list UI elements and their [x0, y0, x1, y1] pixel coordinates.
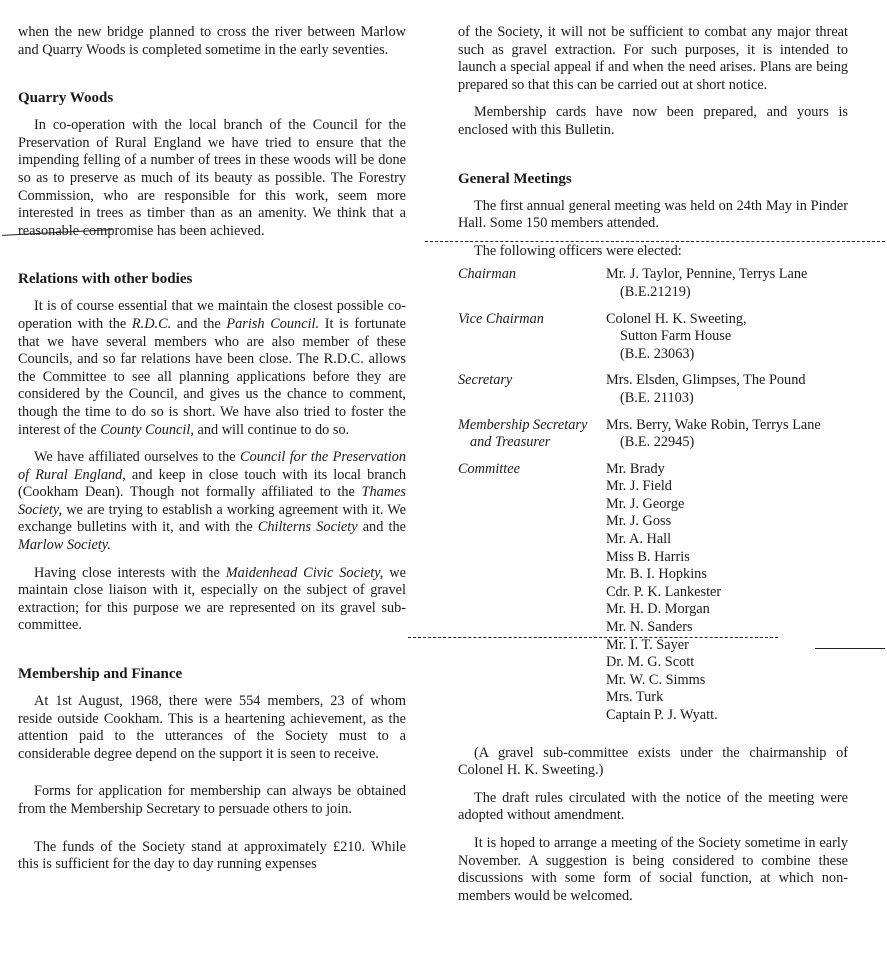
committee-member: Mr. J. Field: [606, 478, 672, 495]
quarry-woods-heading: Quarry Woods: [18, 90, 114, 107]
quarry-woods-paragraph: In co-operation with the local branch of the Council for the Preservation of Rural England we have tried to ensure that the impending felling of a number of trees in these woods will be done so as to preserve as much of its beauty as possible. The Forestry Commission, who are responsible for this work, seem more interested in trees as timber than as an amenity. We think that a reasonable compromise has been achieved.: [18, 117, 406, 239]
committee-member: Mr. I. T. Sayer: [606, 636, 689, 653]
pen-stroke: [408, 637, 778, 638]
committee-member: Mr. B. I. Hopkins: [606, 566, 707, 583]
continued-paragraph: of the Society, it will not be sufficient to combat any major threat such as gravel extraction. For such purposes, it is intended to launch a special appeal if and when the need arises. Plans are being prepared so that this can be carried out at short notice.: [458, 24, 848, 93]
left-column: [18, 24, 406, 874]
gravel-note: (A gravel sub-committee exists under the chairmanship of Colonel H. K. Sweeting.): [458, 744, 848, 779]
membership-paragraph-2: Forms for application for membership can always be obtained from the Membership Secretary to persuade others to join.: [18, 783, 406, 817]
committee-member: Mr. W. C. Simms: [606, 671, 706, 688]
committee-list: [606, 461, 853, 725]
committee-member: Mr. J. Goss: [606, 513, 672, 530]
officer-details: Colonel H. K. Sweeting, Sutton Farm House (B.E. 23063): [606, 310, 747, 362]
officer-role: Chairman: [458, 266, 516, 283]
officer-details: Mrs. Elsden, Glimpses, The Pound (B.E. 21103): [606, 372, 806, 406]
officer-details: Mrs. Berry, Wake Robin, Terrys Lane (B.E. 22945): [606, 416, 821, 451]
officer-row: [458, 311, 853, 373]
officer-role: Vice Chairman: [458, 310, 544, 327]
membership-paragraph-3: The funds of the Society stand at approximately £210. While this is sufficient for the day to day running expenses: [18, 838, 406, 873]
officer-row: [458, 372, 853, 416]
committee-member: Mr. H. D. Morgan: [606, 601, 710, 618]
pen-stroke: [815, 648, 885, 649]
relations-heading: Relations with other bodies: [18, 271, 193, 288]
membership-heading: Membership and Finance: [18, 666, 183, 683]
committee-member: Mr. A. Hall: [606, 531, 672, 548]
officer-details: Mr. J. Taylor, Pennine, Terrys Lane (B.E.21219): [606, 266, 808, 300]
membership-paragraph-1: At 1st August, 1968, there were 554 members, 23 of whom reside outside Cookham. This is a heartening achievement, as the attention paid to the utterances of the Society must to a considerable degree depend on the support it is seen to receive.: [18, 693, 406, 762]
committee-member: Captain P. J. Wyatt.: [606, 707, 718, 723]
next-meeting-paragraph: It is hoped to arrange a meeting of the Society sometime in early November. A suggestion is being considered to combine these discussions with some form of social function, at which non-members would be welcomed.: [458, 834, 848, 904]
intro-paragraph: when the new bridge planned to cross the river between Marlow and Quarry Woods is completed sometime in the early seventies.: [18, 24, 406, 58]
officer-row: [458, 266, 853, 310]
membership-cards-paragraph: Membership cards have now been prepared, and yours is enclosed with this Bulletin.: [458, 104, 848, 138]
general-meetings-heading: General Meetings: [458, 170, 572, 187]
committee-label: Committee: [458, 460, 520, 477]
committee-member: Mr. Brady: [606, 460, 665, 477]
committee-row: [458, 461, 853, 725]
committee-member: Mr. J. George: [606, 495, 685, 512]
officer-role: Secretary: [458, 372, 513, 389]
committee-member: Dr. M. G. Scott: [606, 654, 695, 671]
pen-stroke: [425, 241, 885, 242]
relations-paragraph-1: It is of course essential that we maintain the closest possible co-operation with the R.D.C. and the Parish Council. It is fortunate that we have several members who are also member of these Councils, and so far relations have been close. The R.D.C. allows the Committee to see all planning applications before they are considered by the Council, and gives us the chance to comment, though the time to do so is short. We have also tried to foster the interest of the County Council, and will continue to do so.: [18, 298, 406, 438]
agm-paragraph: The first annual general meeting was held on 24th May in Pinder Hall. Some 150 members attended.: [458, 197, 848, 232]
committee-member: Cdr. P. K. Lankester: [606, 583, 722, 600]
officers-intro: The following officers were elected:: [474, 242, 682, 259]
officer-row: [458, 417, 853, 461]
officers-table: [458, 266, 853, 724]
committee-member: Mr. N. Sanders: [606, 619, 693, 636]
committee-member: Mrs. Turk: [606, 689, 664, 706]
draft-rules-paragraph: The draft rules circulated with the notice of the meeting were adopted without amendment.: [458, 789, 848, 824]
relations-paragraph-2: We have affiliated ourselves to the Council for the Preservation of Rural England, and keep in close touch with its local branch (Cookham Dean). Though not formally affiliated to the Thames Society, we are trying to establish a working agreement with it. We exchange bulletins with it, and with the Chilterns Society and the Marlow Society.: [18, 449, 406, 554]
officer-role: Membership Secretary and Treasurer: [458, 416, 588, 451]
right-column: [458, 24, 848, 905]
relations-paragraph-3: Having close interests with the Maidenhead Civic Society, we maintain close liaison with it, especially on the subject of gravel extraction; for this purpose we are represented on its gravel sub-committee.: [18, 564, 406, 634]
committee-member: Miss B. Harris: [606, 548, 690, 565]
